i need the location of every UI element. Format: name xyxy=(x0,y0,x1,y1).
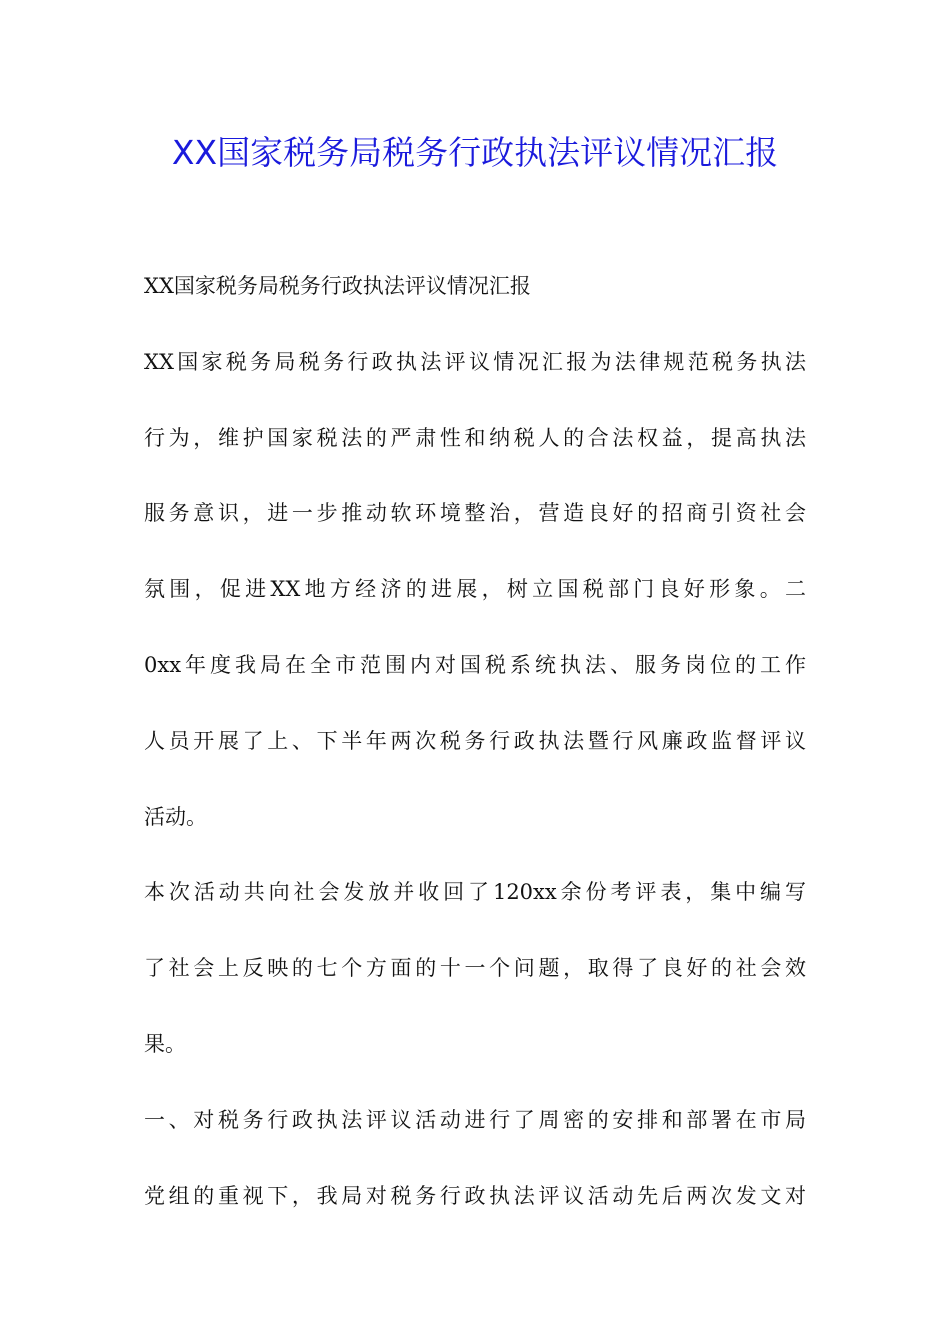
body-line: 活动。 xyxy=(144,804,207,829)
document-body xyxy=(144,266,806,1251)
document-title: XX国家税务局税务行政执法评议情况汇报 xyxy=(171,133,779,172)
body-line: 0xx年度我局在全市范围内对国税系统执法、服务岗位的工作 xyxy=(144,652,806,677)
body-line: 党组的重视下，我局对税务行政执法评议活动先后两次发文对 xyxy=(144,1183,806,1208)
body-line: 本次活动共向社会发放并收回了120xx余份考评表，集中编写 xyxy=(144,880,806,905)
body-line: 人员开展了上、下半年两次税务行政执法暨行风廉政监督评议 xyxy=(144,728,806,753)
body-line: 服务意识，进一步推动软环境整治，营造良好的招商引资社会 xyxy=(144,501,806,526)
body-line: 一、对税务行政执法评议活动进行了周密的安排和部署在市局 xyxy=(144,1107,806,1132)
body-line: 行为，维护国家税法的严肃性和纳税人的合法权益，提高执法 xyxy=(144,425,806,450)
body-line: XX国家税务局税务行政执法评议情况汇报为法律规范税务执法 xyxy=(144,349,806,374)
body-line: 了社会上反映的七个方面的十一个问题，取得了良好的社会效 xyxy=(144,956,806,981)
body-line: 氛围，促进XX地方经济的进展，树立国税部门良好形象。二 xyxy=(144,577,806,602)
body-line: 果。 xyxy=(144,1031,186,1056)
body-line: XX国家税务局税务行政执法评议情况汇报 xyxy=(144,274,531,298)
